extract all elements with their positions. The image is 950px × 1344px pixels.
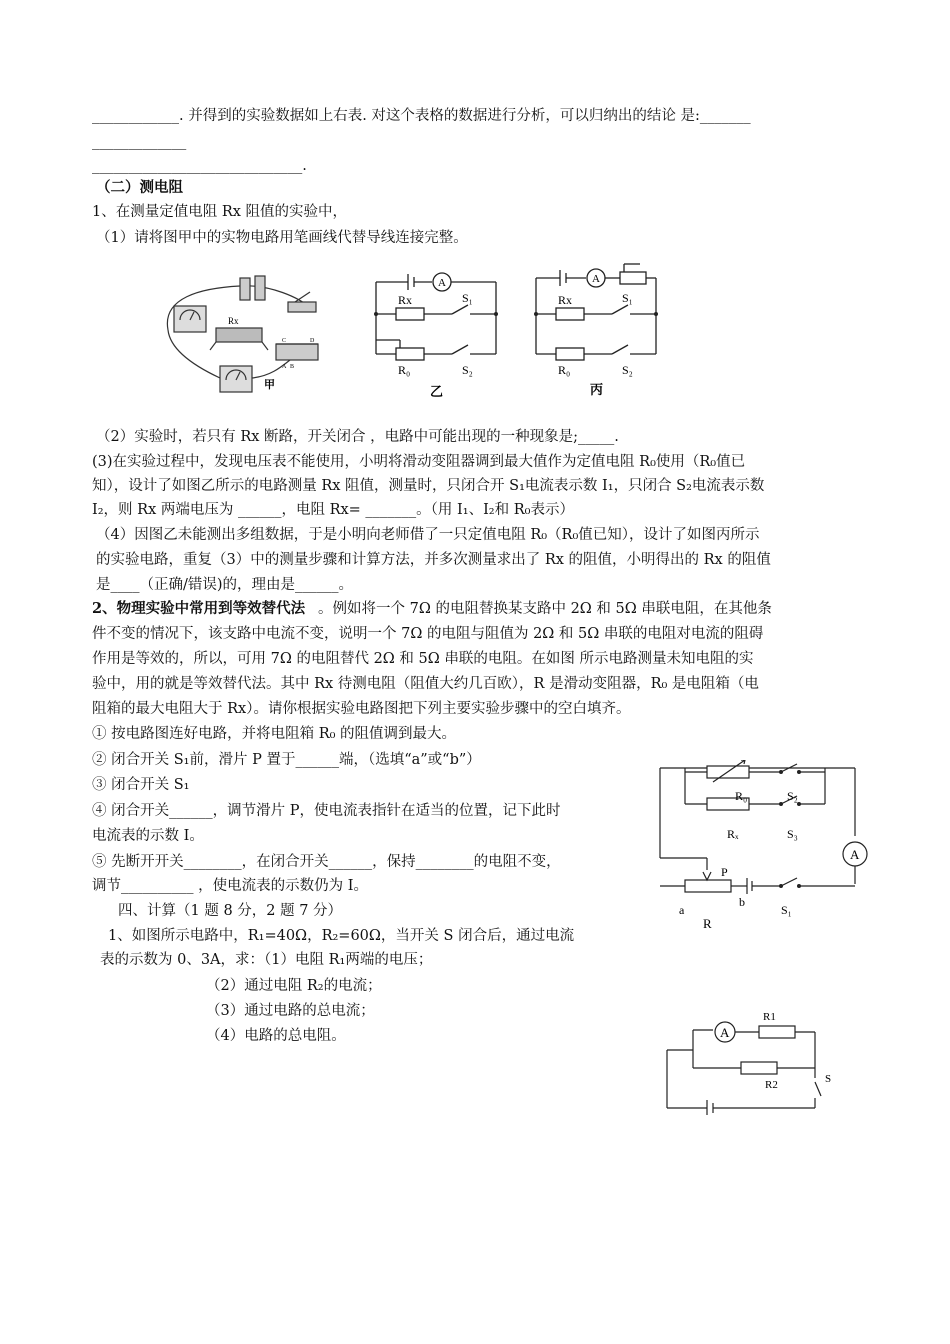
text-line: 件不变的情况下，该支路中电流不变，说明一个 7Ω 的电阻与阻值为 2Ω 和 5Ω 串联的电阻对电流的阻碍	[92, 626, 764, 642]
equiv-b-label: b	[739, 895, 745, 909]
text-line: (3)在实验过程中，发现电压表不能使用，小明将滑动变阻器调到最大值作为定值电阻 R₀使用（R₀值已	[92, 454, 746, 470]
figure-yi-drawing	[370, 262, 505, 402]
yi-caption: 乙	[430, 384, 444, 399]
bing-ammeter-label: A	[592, 273, 600, 285]
calc-r1-label: R1	[763, 1011, 776, 1023]
figure-equivalent-circuit	[655, 760, 880, 935]
text-line: 作用是等效的，所以，可用 7Ω 的电阻替代 2Ω 和 5Ω 串联的电阻。在如图 所示电路测量未知电阻的实	[92, 651, 754, 667]
text-line: （1）请将图甲中的实物电路用笔画线代替导线连接完整。	[96, 230, 468, 246]
equiv-circuit-drawing	[655, 760, 880, 935]
equiv-r0-label: R₀	[735, 789, 748, 803]
text-line: _____________________________.	[92, 158, 307, 174]
text-line: I₂，则 Rx 两端电压为 ______，电阻 Rx= _______。（用 I₁、I₂和 R₀表示）	[92, 502, 574, 518]
yi-rx-label: Rx	[398, 293, 413, 307]
figure-jia-drawing	[160, 268, 335, 398]
text-line: ② 闭合开关 S₁前，滑片 P 置于______端，（选填“a”或“b”）	[92, 752, 481, 768]
equiv-ammeter-label: A	[850, 847, 860, 862]
text-line: 。例如将一个 7Ω 的电阻替换某支路中 2Ω 和 5Ω 串联电阻，在其他条	[318, 601, 772, 617]
equiv-p-label: P	[721, 865, 728, 879]
text-line: ____________. 并得到的实验数据如上右表. 对这个表格的数据进行分析，可以归纳出的结论 是:_______	[92, 108, 751, 124]
equiv-s1-label: S₁	[781, 903, 792, 917]
figure-bing-drawing	[530, 256, 665, 398]
equiv-s2-label: S₂	[787, 789, 798, 803]
calc-s-label: S	[825, 1073, 832, 1085]
text-line: 是____（正确/错误)的，理由是______。	[96, 577, 354, 593]
equiv-rx-label: Rₓ	[727, 827, 739, 841]
text-line: 1、在测量定值电阻 Rx 阻值的实验中，	[92, 204, 348, 220]
figure-calc-circuit	[665, 1010, 840, 1115]
figure-bing	[530, 256, 665, 398]
text-line: （4）电路的总电阻。	[206, 1028, 346, 1044]
text-line: （3）通过电路的总电流；	[206, 1003, 375, 1019]
text-line: ④ 闭合开关______，调节滑片 P，使电流表指针在适当的位置，记下此时	[92, 803, 561, 819]
text-line: （2）实验时，若只有 Rx 断路，开关闭合 ，电路中可能出现的一种现象是;_____.	[96, 429, 619, 445]
yi-r0-label: R₀	[398, 363, 411, 377]
text-line: ③ 闭合开关 S₁	[92, 777, 190, 793]
text-line: 知），设计了如图乙所示的电路测量 Rx 阻值，测量时，只闭合开 S₁电流表示数 I₁，只闭合 S₂电流表示数	[92, 478, 765, 494]
calc-ammeter-label: A	[720, 1025, 730, 1040]
bing-s1-label: S₁	[622, 291, 633, 305]
equiv-a-label: a	[679, 903, 685, 917]
figure-jia	[160, 268, 335, 398]
text-line: 表的示数为 0、3A，求：（1）电阻 R₁两端的电压；	[100, 952, 433, 968]
jia-c-label: C	[282, 338, 287, 344]
text-line: 调节__________ ，使电流表的示数仍为 I。	[92, 878, 368, 894]
calc-circuit-drawing	[665, 1010, 840, 1115]
bing-r0-label: R₀	[558, 363, 571, 377]
text-line: 的实验电路，重复（3）中的测量步骤和计算方法，并多次测量求出了 Rx 的阻值，小明得出的 Rx 的阻值	[96, 552, 771, 568]
text-line: ① 按电路图连好电路，并将电阻箱 R₀ 的阻值调到最大。	[92, 726, 457, 742]
bing-s2-label: S₂	[622, 363, 633, 377]
text-line: _____________	[92, 134, 187, 150]
jia-b-label: B	[290, 364, 295, 370]
jia-d-label: D	[310, 338, 315, 344]
text-line: 电流表的示数 I。	[92, 828, 204, 844]
text-line: 1、如图所示电路中，R₁=40Ω，R₂=60Ω，当开关 S 闭合后，通过电流	[108, 928, 575, 944]
bing-rx-label: Rx	[558, 293, 573, 307]
text-line: 验中，用的就是等效替代法。其中 Rx 待测电阻（阻值大约几百欧），R 是滑动变阻器，R₀ 是电阻箱（电	[92, 676, 759, 692]
text-line: 阻箱的最大电阻大于 Rx）。请你根据实验电路图把下列主要实验步骤中的空白填齐。	[92, 701, 631, 717]
yi-s2-label: S₂	[462, 363, 473, 377]
text-line: 2、物理实验中常用到等效替代法	[92, 600, 306, 617]
yi-s1-label: S₁	[462, 291, 473, 305]
equiv-s3-label: S₃	[787, 827, 798, 841]
bing-caption: 丙	[590, 382, 604, 397]
jia-rx-label: Rx	[228, 316, 239, 326]
text-line: （2）通过电阻 R₂的电流；	[206, 978, 382, 994]
figure-yi	[370, 262, 505, 402]
text-line: （4）因图乙未能测出多组数据，于是小明向老师借了一只定值电阻 R₀（R₀值已知），设计了如图丙所示	[96, 527, 760, 543]
text-line: （二）测电阻	[96, 179, 183, 196]
jia-a-label: A	[282, 364, 287, 370]
jia-caption: 甲	[264, 379, 275, 391]
yi-ammeter-label: A	[438, 277, 446, 289]
text-line: ⑤ 先断开开关________，在闭合开关______，保持________的电阻不变，	[92, 854, 561, 870]
calc-r2-label: R2	[765, 1079, 778, 1091]
text-line: 四、计算（1 题 8 分，2 题 7 分）	[118, 903, 343, 919]
equiv-r-label: R	[703, 916, 712, 931]
